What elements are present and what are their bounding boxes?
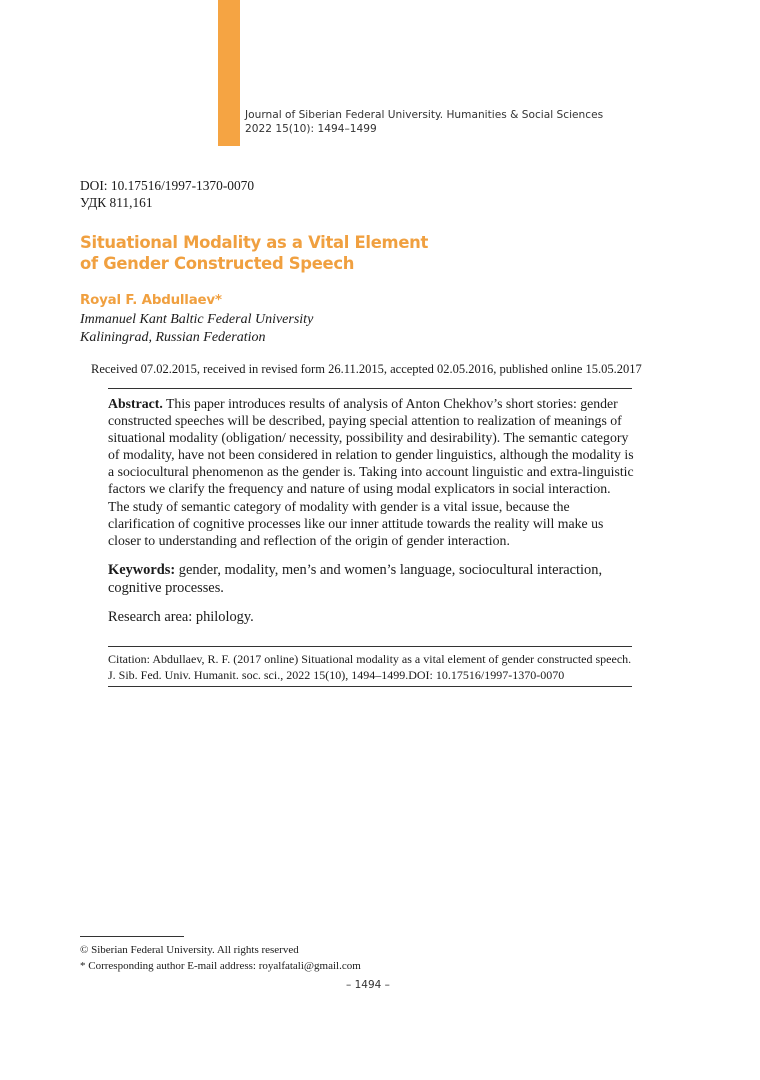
affiliation-line-2: Kaliningrad, Russian Federation bbox=[80, 330, 266, 345]
keywords-text: gender, modality, men’s and women’s language, sociocultural interaction, cognitive processes. bbox=[108, 562, 603, 596]
udk: УДК 811,161 bbox=[80, 195, 153, 210]
abstract bbox=[108, 395, 634, 549]
abstract-label: Abstract. bbox=[108, 396, 163, 411]
title-line-1: Situational Modality as a Vital Element bbox=[80, 233, 429, 252]
citation-top-rule bbox=[108, 646, 632, 647]
affiliation bbox=[80, 311, 313, 347]
journal-issue: 2022 15(10): 1494–1499 bbox=[245, 122, 377, 135]
page-number: – 1494 – bbox=[346, 979, 390, 991]
corresponding-author-note: * Corresponding author E-mail address: royalfatali@gmail.com bbox=[80, 960, 361, 972]
header-accent-bar bbox=[218, 0, 240, 146]
title-line-2: of Gender Constructed Speech bbox=[80, 254, 355, 273]
author-name: Royal F. Abdullaev* bbox=[80, 293, 222, 308]
copyright-note: © Siberian Federal University. All rights reserved bbox=[80, 944, 299, 956]
citation-bottom-rule bbox=[108, 686, 632, 687]
article-title bbox=[80, 232, 428, 274]
citation: Citation: Abdullaev, R. F. (2017 online) Situational modality as a vital element of gender constructed speech. J. Sib. Fed. Univ. Humanit. soc. sci., 2022 15(10), 1494–1499.DOI: 10.17516/1997-1370-0070 bbox=[108, 652, 632, 682]
doi: DOI: 10.17516/1997-1370-0070 bbox=[80, 178, 255, 193]
abstract-text: This paper introduces results of analysis of Anton Chekhov’s short stories: gender constructed speeches will be described, paying special attention to realization of meanings of situational modality (obligation/ necessity, possibility and desirability). The semantic category of modality, have not been considered in relation to gender linguistics, although the modality is a sociocultural phenomenon as the gender is. Taking into account linguistic and extra-linguistic factors we clarify the frequency and nature of using modal explicators in social interaction. The study of semantic category of modality with gender is a vital issue, because the clarification of cognitive processes like our inner attitude towards the reality will make us closer to understanding and reflection of the origin of gender interaction. bbox=[108, 396, 634, 548]
received-dates: Received 07.02.2015, received in revised form 26.11.2015, accepted 02.05.2016, published online 15.05.2017 bbox=[91, 362, 642, 376]
footnotes bbox=[80, 942, 361, 974]
affiliation-line-1: Immanuel Kant Baltic Federal University bbox=[80, 312, 314, 327]
abstract-top-rule bbox=[108, 388, 632, 389]
keywords bbox=[108, 561, 634, 597]
footnote-rule bbox=[80, 936, 184, 937]
journal-name: Journal of Siberian Federal University. Humanities & Social Sciences bbox=[245, 109, 604, 121]
journal-header bbox=[245, 109, 603, 136]
keywords-label: Keywords: bbox=[108, 562, 176, 578]
identifiers bbox=[80, 177, 254, 211]
research-area: Research area: philology. bbox=[108, 609, 254, 625]
